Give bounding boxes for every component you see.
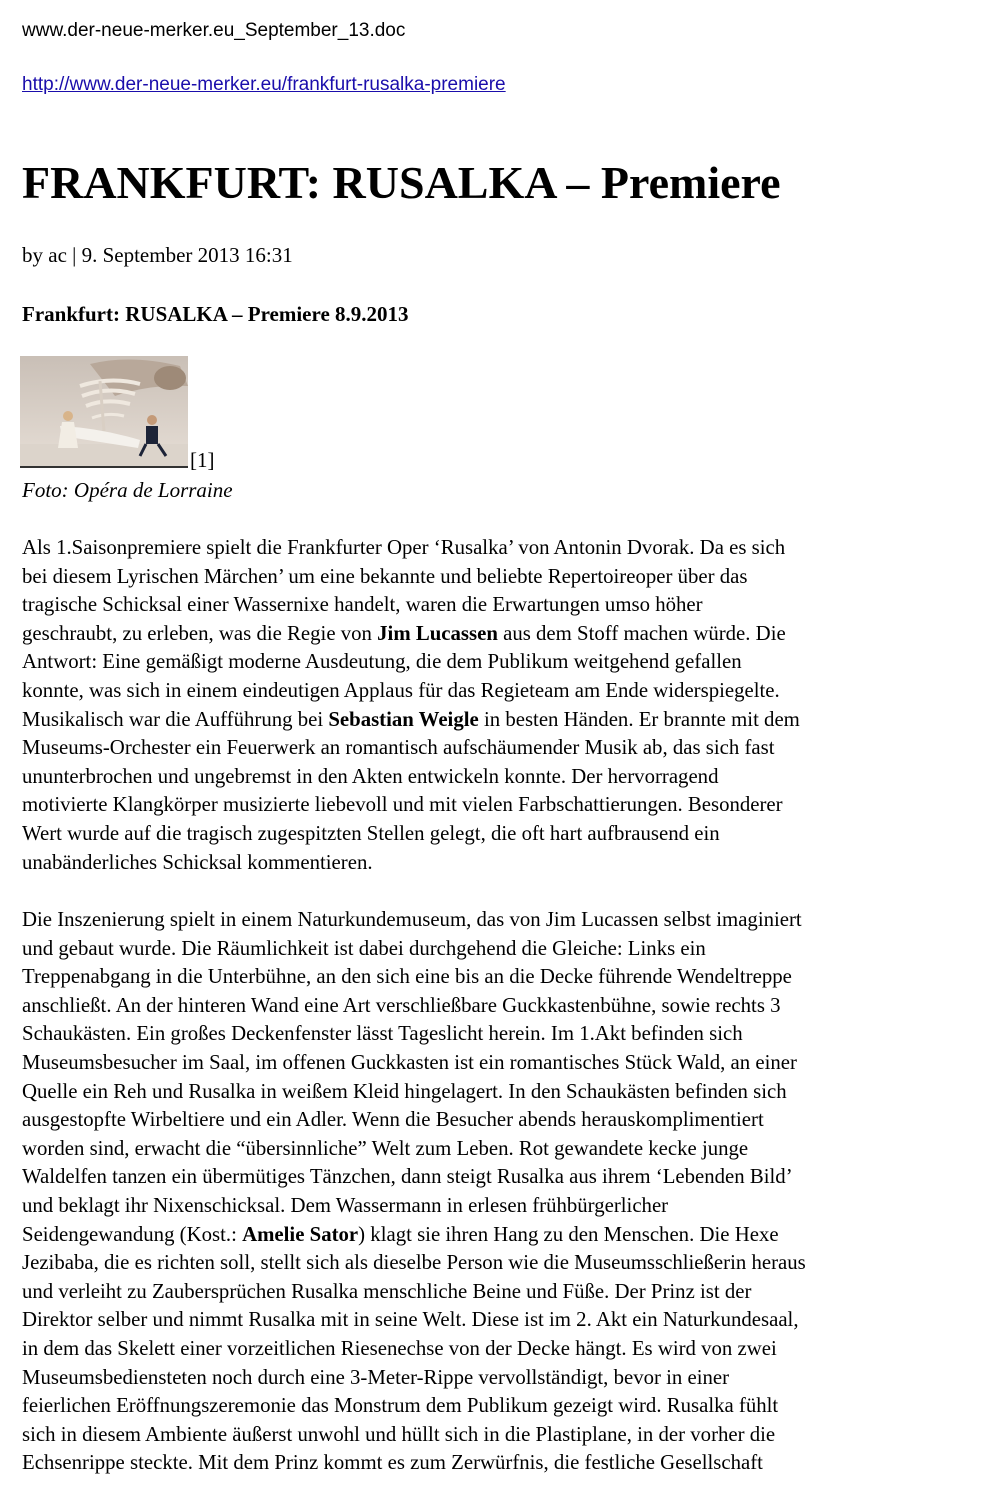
text-line: Musikalisch war die Aufführung bei Sebastian Weigle in besten Händen. Er brannte mit dem	[22, 707, 800, 731]
text-line: Jezibaba, die es richten soll, stellt sich als dieselbe Person wie die Museumsschließerin heraus	[22, 1251, 806, 1275]
text-line: anschließt. An der hinteren Wand eine Art verschließbare Guckkastenbühne, sowie rechts 3	[22, 993, 781, 1017]
text-line: Waldelfen tanzen ein übermütiges Tänzchen, dann steigt Rusalka aus ihrem ‘Lebenden Bild’	[22, 1165, 793, 1189]
text-line: Museumsbediensteten noch durch eine 3-Meter-Rippe vervollständigt, bevor in einer	[22, 1365, 730, 1389]
photo-caption: Foto: Opéra de Lorraine	[22, 478, 233, 502]
text-line: in dem das Skelett einer vorzeitlichen Riesenechse von der Decke hängt. Es wird von zwei	[22, 1336, 777, 1360]
text-line: Quelle ein Reh und Rusalka in weißem Kleid hingelagert. In den Schaukästen befinden sich	[22, 1079, 787, 1103]
director-name: Jim Lucassen	[377, 621, 498, 645]
text-line: ausgestopfte Wirbeltiere und ein Adler. Wenn die Besucher abends herauskomplimentiert	[22, 1108, 764, 1132]
text-line: Antwort: Eine gemäßigt moderne Ausdeutung, die dem Publikum weitgehend gefallen	[22, 650, 742, 674]
text-line: und verleiht zu Zaubersprüchen Rusalka menschliche Beine und Füße. Der Prinz ist der	[22, 1279, 752, 1303]
text-line: Schaukästen. Ein großes Deckenfenster lässt Tageslicht herein. Im 1.Akt befinden sich	[22, 1022, 743, 1046]
conductor-name: Sebastian Weigle	[328, 707, 479, 731]
text-line: bei diesem Lyrischen Märchen’ um eine bekannte und beliebte Repertoireoper über das	[22, 564, 748, 588]
text-line: ununterbrochen und ungebremst in den Akten entwickeln konnte. Der hervorragend	[22, 764, 719, 788]
text-line: konnte, was sich in einem eindeutigen Applaus für das Regieteam am Ende widerspiegelte.	[22, 678, 780, 702]
article-subtitle: Frankfurt: RUSALKA – Premiere 8.9.2013	[22, 302, 409, 326]
article-byline: by ac | 9. September 2013 16:31	[22, 243, 293, 267]
text-line: geschraubt, zu erleben, was die Regie von Jim Lucassen aus dem Stoff machen würde. Die	[22, 621, 786, 645]
text-line: Direktor selber und nimmt Rusalka mit in seine Welt. Diese ist im 2. Akt ein Naturkundesaal,	[22, 1308, 799, 1332]
text-line: tragische Schicksal einer Wassernixe handelt, waren die Erwartungen umso höher	[22, 593, 703, 617]
text-line: motivierte Klangkörper musizierte liebevoll und mit vielen Farbschattierungen. Besonderer	[22, 793, 783, 817]
costume-designer-name: Amelie Sator	[242, 1222, 359, 1246]
text-line: worden sind, erwacht die “übersinnliche” Welt zum Leben. Rot gewandete kecke junge	[22, 1136, 749, 1160]
paragraph-staging	[22, 906, 972, 1478]
article-link[interactable]: http://www.der-neue-merker.eu/frankfurt-rusalka-premiere	[22, 74, 506, 95]
text-line: Als 1.Saisonpremiere spielt die Frankfurter Oper ‘Rusalka’ von Antonin Dvorak. Da es sich	[22, 536, 786, 559]
footnote-marker[interactable]: [1]	[190, 448, 215, 472]
stage-photo	[20, 356, 188, 468]
text-line: Treppenabgang in die Unterbühne, an den sich eine bis an die Decke führende Wendeltreppe	[22, 965, 792, 989]
text-line: sich in diesem Ambiente äußerst unwohl und hüllt sich in die Plastiplane, in der vorher die	[22, 1422, 776, 1446]
document-filename: www.der-neue-merker.eu_September_13.doc	[22, 20, 406, 41]
text-line: Wert wurde auf die tragisch zugespitzten Stellen gelegt, die oft hart aufbrausend ein	[22, 821, 720, 845]
text-line: Museums-Orchester ein Feuerwerk an romantisch aufschäumender Musik ab, das sich fast	[22, 736, 775, 760]
text-line: und beklagt ihr Nixenschicksal. Dem Wassermann in erlesen frühbürgerlicher	[22, 1193, 669, 1217]
text-line: Museumsbesucher im Saal, im offenen Guckkasten ist ein romantisches Stück Wald, an einer	[22, 1050, 797, 1074]
text-line: Echsenrippe steckte. Mit dem Prinz kommt es zum Zerwürfnis, die festliche Gesellschaft	[22, 1451, 763, 1475]
text-line: und gebaut wurde. Die Räumlichkeit ist dabei durchgehend die Gleiche: Links ein	[22, 936, 706, 960]
text-line: Die Inszenierung spielt in einem Naturkundemuseum, das von Jim Lucassen selbst imaginiert	[22, 908, 802, 931]
article-title: FRANKFURT: RUSALKA – Premiere	[22, 157, 781, 208]
text-line: feierlichen Eröffnungszeremonie das Monstrum dem Publikum gezeigt wird. Rusalka fühlt	[22, 1394, 779, 1418]
paragraph-intro	[22, 534, 972, 877]
text-line: Seidengewandung (Kost.: Amelie Sator) klagt sie ihren Hang zu den Menschen. Die Hexe	[22, 1222, 779, 1246]
text-line: unabänderliches Schicksal kommentieren.	[22, 850, 373, 874]
